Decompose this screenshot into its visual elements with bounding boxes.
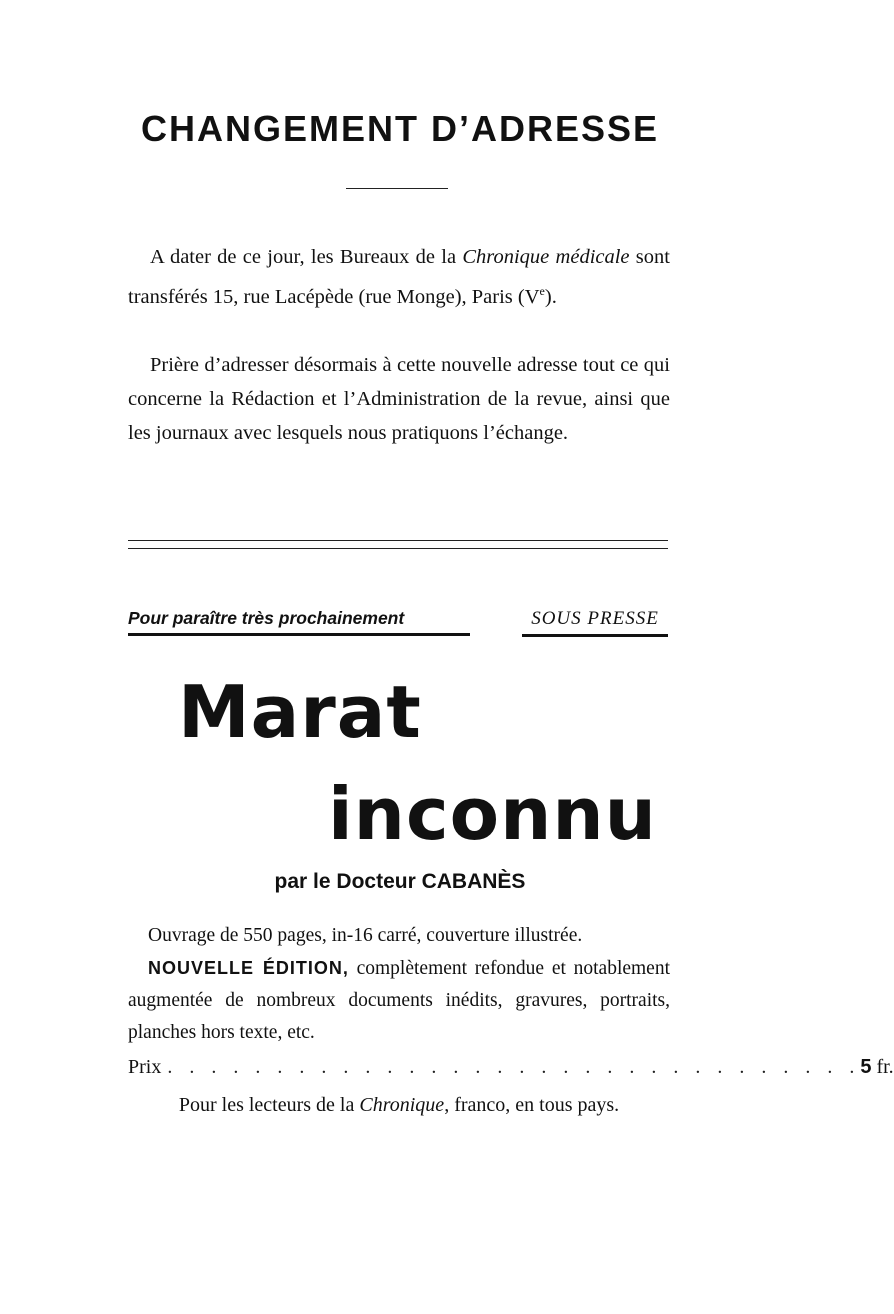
heading-divider [346, 188, 448, 189]
notice-paragraph-1 [128, 240, 670, 314]
book-description [128, 920, 670, 952]
offer-journal-name: Chronique [359, 1094, 445, 1116]
para1-text-middle: sont transférés 15, rue Lacépède (rue Monge), Paris (V [128, 246, 670, 308]
price-value: 5 [860, 1056, 872, 1078]
book-author: par le Docteur CABANÈS [274, 870, 526, 893]
para1-text-start: A dater de ce jour, les Bureaux de la [150, 246, 463, 268]
in-press-tag: SOUS PRESSE [522, 608, 668, 637]
price-unit: fr. [871, 1056, 894, 1078]
forthcoming-tag: Pour paraître très prochainement [128, 608, 470, 636]
edition-text: complètement refondue et notablement augmentée de nombreux documents inédits, gravures, portraits, planches hors texte, etc. [128, 958, 671, 1043]
price-amount [860, 1056, 893, 1079]
notice-heading: CHANGEMENT D’ADRESSE [140, 108, 660, 149]
edition-label: NOUVELLE ÉDITION, [148, 958, 349, 978]
price-leader-dots: . . . . . . . . . . . . . . . . . . . . . . . . . . . . . . . . [167, 1056, 861, 1078]
reader-offer [128, 1094, 670, 1117]
para1-text-end: ). [544, 286, 557, 308]
offer-text-start: Pour les lecteurs de la [178, 1094, 360, 1116]
book-title-line-2: inconnu [328, 772, 657, 856]
journal-name: Chronique médicale [462, 246, 630, 268]
book-title-line-1: Marat [178, 670, 422, 754]
description-text: Ouvrage de 550 pages, in-16 carré, couverture illustrée. [148, 925, 583, 946]
offer-text-end: , franco, en tous pays. [444, 1094, 620, 1116]
notice-paragraph-2 [128, 348, 670, 450]
para2-text: Prière d’adresser désormais à cette nouvelle adresse tout ce qui concerne la Rédaction et l’Administration de la revue, ainsi que les journaux avec lesquels nous pratiquons l’échange. [128, 354, 670, 444]
arrondissement-superscript: e [539, 284, 545, 298]
price-label: Prix [128, 1056, 162, 1078]
section-double-divider [128, 540, 668, 549]
price-row [128, 1056, 894, 1086]
edition-note [128, 952, 670, 1049]
